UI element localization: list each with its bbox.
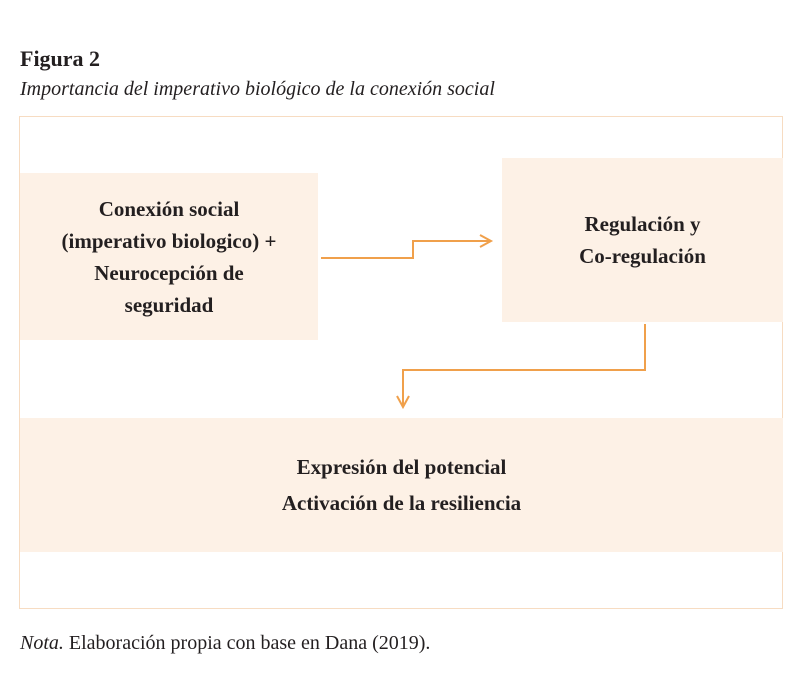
note-text: Elaboración propia con base en Dana (2019). <box>63 632 431 654</box>
node-conexion-line-3: Neurocepción de <box>94 260 244 285</box>
figure-title: Importancia del imperativo biológico de la conexión social <box>20 78 495 100</box>
node-expresion-line-1: Expresión del potencial <box>296 455 507 479</box>
node-conexion-line-1: Conexión social <box>98 196 240 221</box>
node-conexion-line-4: seguridad <box>124 292 214 317</box>
arrow-conexion-to-regulacion <box>321 241 491 258</box>
figure-note <box>20 632 430 655</box>
note-label: Nota. <box>20 632 64 654</box>
node-expresion-line-2: Activación de la resiliencia <box>281 491 522 515</box>
arrow-regulacion-to-expresion <box>403 324 645 407</box>
node-regulacion-line-1: Regulación y <box>584 212 701 236</box>
figure-label: Figura 2 <box>20 46 101 71</box>
node-regulacion-line-2: Co-regulación <box>579 244 706 268</box>
node-conexion-line-2: (imperativo biologico) + <box>61 228 277 253</box>
